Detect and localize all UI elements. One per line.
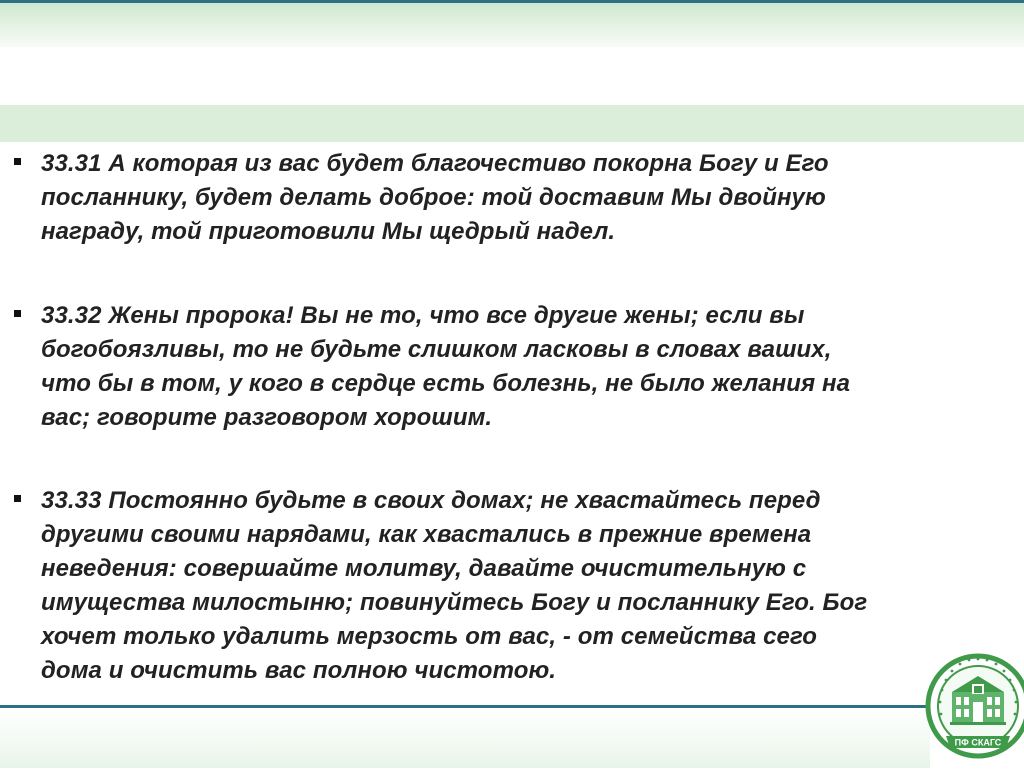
top-band <box>0 3 1024 47</box>
square-bullet-icon <box>14 310 21 317</box>
square-bullet-icon <box>14 495 21 502</box>
institution-logo <box>922 640 1024 768</box>
square-bullet-icon <box>14 158 21 165</box>
logo-abbr: ПФ СКАГС <box>954 737 1002 748</box>
verse-text: 33.33 Постоянно будьте в своих домах; не хвастайтесь перед другими своими нарядами, как хвастались в прежние времена неведения: совершайте молитву, давайте очистительную с имущества милостыню; повинуйтесь Богу и посланнику Его. Бог хочет только удалить мерзость от вас, - от семейства сего дома и очистить вас полною чистотою. <box>41 487 868 684</box>
verse-text: 33.32 Жены пророка! Вы не то, что все другие жены; если вы богобоязливы, то не будьте слишком ласковы в словах ваших, что бы в том, у кого в сердце есть болезнь, не было желания на вас; говорите разговором хорошим. <box>41 302 851 431</box>
bottom-band <box>0 708 930 768</box>
verse-text: 33.31 А которая из вас будет благочестиво покорна Богу и Его посланнику, будет делать доброе: той доставим Мы двойную награду, той приготовили Мы щедрый надел. <box>41 150 829 245</box>
title-band <box>0 105 1024 142</box>
building-emblem-icon <box>922 640 1024 768</box>
